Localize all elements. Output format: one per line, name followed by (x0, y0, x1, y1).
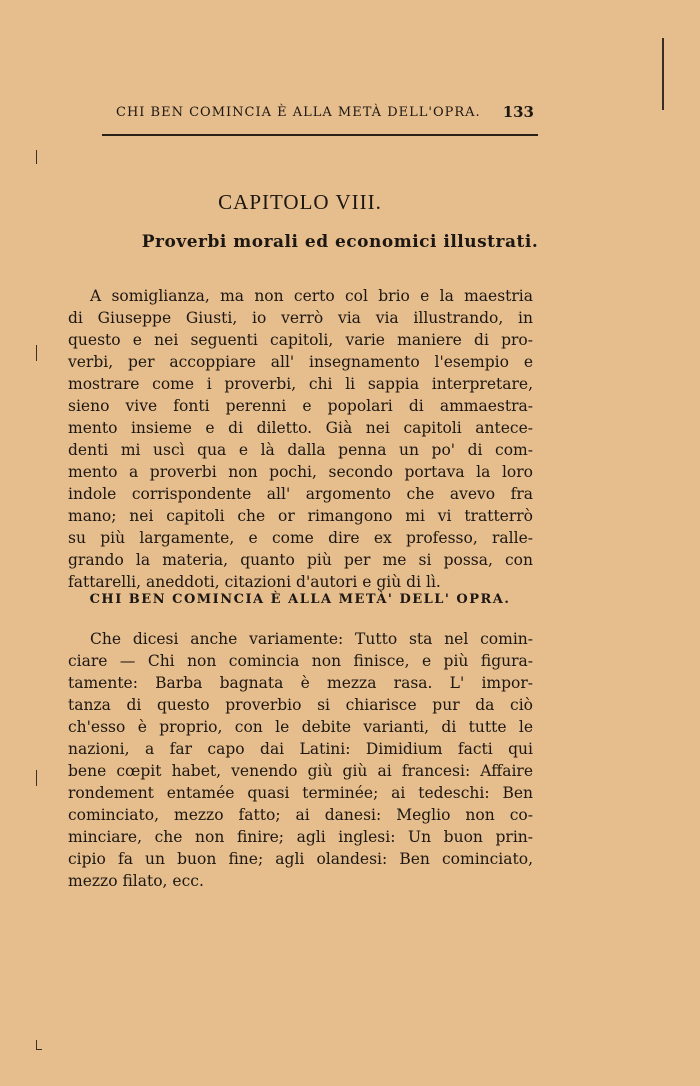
text-line: mano; nei capitoli che or rimangono mi vi tratterrò (68, 507, 533, 525)
text-line: su più largamente, e come dire ex professo, ralle- (68, 529, 533, 547)
text-line: ciare — Chi non comincia non finisce, e più figura- (68, 652, 533, 670)
text-line: cominciato, mezzo fatto; ai danesi: Meglio non co- (68, 806, 533, 824)
scan-edge-mark (36, 1049, 42, 1050)
text-line: indole corrispondente all' argomento che avevo fra (68, 485, 533, 503)
text-line: mento insieme e di diletto. Già nei capitoli antece- (68, 419, 533, 437)
page-number: 133 (502, 103, 534, 121)
text-line: sieno vive fonti perenni e popolari di ammaestra- (68, 397, 533, 415)
text-line: di Giuseppe Giusti, io verrò via via illustrando, in (68, 309, 533, 327)
scan-edge-mark (36, 150, 37, 164)
text-line: ch'esso è proprio, con le debite varianti, di tutte le (68, 718, 533, 736)
header-rule (102, 134, 538, 136)
text-line: nazioni, a far capo dai Latini: Dimidium facti qui (68, 740, 533, 758)
text-line: Che dicesi anche variamente: Tutto sta nel comin- (90, 630, 533, 648)
text-line: fattarelli, aneddoti, citazioni d'autori e giù di lì. (68, 573, 441, 591)
text-line: grando la materia, quanto più per me si possa, con (68, 551, 533, 569)
section-paragraph (68, 628, 533, 892)
text-line: tamente: Barba bagnata è mezza rasa. L' impor- (68, 674, 533, 692)
text-line: bene cœpit habet, venendo giù giù ai francesi: Affaire (68, 762, 533, 780)
text-line: cipio fa un buon fine; agli olandesi: Ben cominciato, (68, 850, 533, 868)
text-line: verbi, per accoppiare all' insegnamento l'esempio e (68, 353, 533, 371)
text-line: tanza di questo proverbio si chiarisce pur da ciò (68, 696, 533, 714)
text-line: minciare, che non finire; agli inglesi: Un buon prin- (68, 828, 533, 846)
running-head-title: CHI BEN COMINCIA È ALLA METÀ DELL'OPRA. (116, 105, 481, 120)
intro-paragraph (68, 285, 533, 593)
text-line: questo e nei seguenti capitoli, varie maniere di pro- (68, 331, 533, 349)
text-line: mezzo filato, ecc. (68, 872, 204, 890)
text-line: mostrare come i proverbi, chi li sappia interpretare, (68, 375, 533, 393)
scan-edge-mark (662, 38, 664, 110)
scan-edge-mark (36, 770, 37, 786)
text-line: mento a proverbi non pochi, secondo portava la loro (68, 463, 533, 481)
chapter-title: CAPITOLO VIII. (218, 190, 382, 214)
chapter-subtitle: Proverbi morali ed economici illustrati. (141, 232, 539, 252)
text-line: A somiglianza, ma non certo col brio e la maestria (90, 287, 533, 305)
section-heading: CHI BEN COMINCIA È ALLA METÀ' DELL' OPRA. (89, 592, 511, 607)
scan-edge-mark (36, 345, 37, 361)
text-line: rondement entamée quasi terminée; ai tedeschi: Ben (68, 784, 533, 802)
text-line: denti mi uscì qua e là dalla penna un po' di com- (68, 441, 533, 459)
